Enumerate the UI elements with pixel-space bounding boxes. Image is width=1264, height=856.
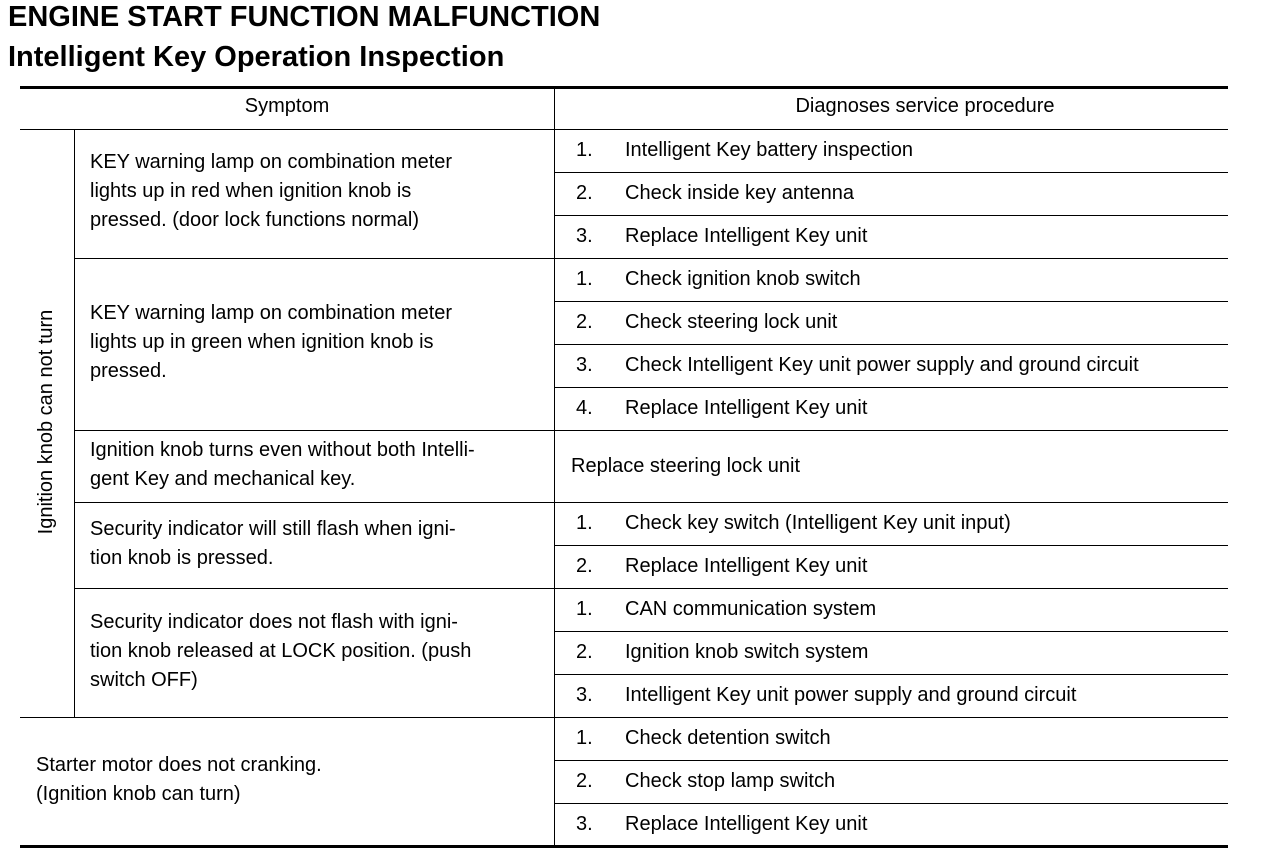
symptom-line: gent Key and mechanical key. xyxy=(90,468,356,490)
row-separator xyxy=(74,430,1228,431)
table-top-rule xyxy=(20,86,1228,89)
step-text: Intelligent Key battery inspection xyxy=(625,139,913,161)
step-text: Check steering lock unit xyxy=(625,311,838,333)
symptom-line: pressed. (door lock functions normal) xyxy=(90,209,420,231)
step-number: 2. xyxy=(576,311,593,333)
step-number: 2. xyxy=(576,770,593,792)
step-separator xyxy=(554,172,1228,173)
symptom-line: Security indicator will still flash when igni- xyxy=(90,518,456,540)
step-text: Check detention switch xyxy=(625,727,831,749)
step-text: Check inside key antenna xyxy=(625,182,855,204)
symptom-line: Security indicator does not flash with igni- xyxy=(90,611,458,633)
step-number: 1. xyxy=(576,268,593,290)
main-column-divider xyxy=(554,88,555,846)
step-text: Check ignition knob switch xyxy=(625,268,861,290)
step-number: 3. xyxy=(576,684,593,706)
header-procedure: Diagnoses service procedure xyxy=(795,95,1055,117)
step-separator xyxy=(554,301,1228,302)
step-separator xyxy=(554,631,1228,632)
step-separator xyxy=(554,344,1228,345)
row-separator xyxy=(74,258,1228,259)
symptom-line: Ignition knob turns even without both Intelli- xyxy=(90,439,475,461)
symptom-line: tion knob released at LOCK position. (push xyxy=(90,640,472,662)
group-label: Ignition knob can not turn xyxy=(35,309,57,535)
symptom-line: lights up in red when ignition knob is xyxy=(90,180,412,202)
row-separator xyxy=(74,588,1228,589)
step-number: 1. xyxy=(576,139,593,161)
step-number: 1. xyxy=(576,512,593,534)
table-bottom-rule xyxy=(20,845,1228,848)
group-bottom-rule xyxy=(20,717,1228,718)
step-number: 2. xyxy=(576,641,593,663)
step-text: CAN communication system xyxy=(625,598,877,620)
row-separator xyxy=(74,502,1228,503)
header-rule xyxy=(20,129,1228,130)
step-text: Check Intelligent Key unit power supply and ground circuit xyxy=(625,354,1139,376)
step-separator xyxy=(554,760,1228,761)
step-text: Check stop lamp switch xyxy=(625,770,836,792)
group-column-divider xyxy=(74,129,75,718)
page-title: ENGINE START FUNCTION MALFUNCTION xyxy=(8,1,601,33)
symptom-line: KEY warning lamp on combination meter xyxy=(90,151,453,173)
step-text: Replace Intelligent Key unit xyxy=(625,225,868,247)
step-separator xyxy=(554,215,1228,216)
step-number: 3. xyxy=(576,813,593,835)
step-number: 4. xyxy=(576,397,593,419)
step-text: Replace Intelligent Key unit xyxy=(625,813,868,835)
symptom-line: Starter motor does not cranking. xyxy=(36,754,322,776)
step-separator xyxy=(554,545,1228,546)
single-procedure-text: Replace steering lock unit xyxy=(571,455,801,477)
header-symptom: Symptom xyxy=(244,95,330,117)
step-text: Check key switch (Intelligent Key unit input) xyxy=(625,512,1011,534)
step-number: 2. xyxy=(576,555,593,577)
step-number: 3. xyxy=(576,225,593,247)
step-text: Intelligent Key unit power supply and ground circuit xyxy=(625,684,1077,706)
step-number: 1. xyxy=(576,598,593,620)
step-text: Replace Intelligent Key unit xyxy=(625,397,868,419)
step-text: Replace Intelligent Key unit xyxy=(625,555,868,577)
symptom-line: (Ignition knob can turn) xyxy=(36,783,241,805)
step-number: 3. xyxy=(576,354,593,376)
symptom-line: KEY warning lamp on combination meter xyxy=(90,302,453,324)
symptom-line: lights up in green when ignition knob is xyxy=(90,331,434,353)
symptom-line: pressed. xyxy=(90,360,167,382)
step-separator xyxy=(554,803,1228,804)
step-text: Ignition knob switch system xyxy=(625,641,869,663)
symptom-line: switch OFF) xyxy=(90,669,198,691)
step-number: 1. xyxy=(576,727,593,749)
symptom-line: tion knob is pressed. xyxy=(90,547,274,569)
step-separator xyxy=(554,387,1228,388)
page-subtitle: Intelligent Key Operation Inspection xyxy=(8,41,505,73)
step-number: 2. xyxy=(576,182,593,204)
step-separator xyxy=(554,674,1228,675)
